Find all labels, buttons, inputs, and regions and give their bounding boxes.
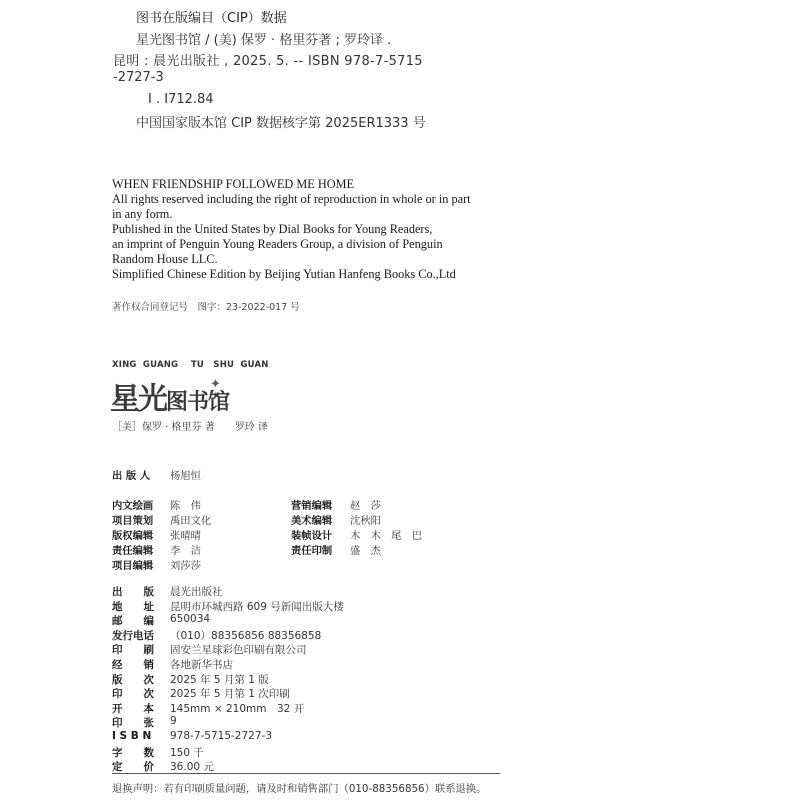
pub-label: 印 刷 [112,644,154,657]
staff-label: 版权编辑 [112,530,154,542]
rights-line: an imprint of Penguin Young Readers Group, a division of Penguin [112,237,443,251]
cip-line-publisher: 昆明 : 晨光出版社 , 2025. 5. -- ISBN 978-7-5715 [113,54,423,69]
pub-label: 印 次 [112,688,154,701]
pub-value: 145mm × 210mm 32 开 [170,702,305,715]
series-pinyin: XING GUANG TU SHU GUAN [112,360,269,370]
publisher-label: 出 版 人 [112,470,151,482]
pub-label: 发行电话 [112,629,154,642]
rights-line: Published in the United States by Dial Books for Young Readers, [112,222,433,236]
pub-value: 150 千 [170,746,204,759]
pub-label: 地 址 [112,600,154,613]
cip-line-title: 星光图书馆 / (美) 保罗 · 格里芬著 ; 罗玲译 . [136,33,392,48]
return-policy-note: 退换声明：若有印刷质量问题，请及时和销售部门（010-88356856）联系退换。 [112,783,487,795]
series-title-big: 星光 [110,382,166,417]
staff-value: 沈秋阳 [350,515,381,527]
rights-line: in any form. [112,207,173,221]
staff-value: 张晴晴 [170,530,201,542]
staff-value: 木 木 尾 巴 [350,530,423,542]
pub-value: 36.00 元 [170,761,214,774]
original-title: WHEN FRIENDSHIP FOLLOWED ME HOME [112,177,355,191]
pub-value: 978-7-5715-2727-3 [170,730,273,742]
pub-label: 经 销 [112,659,154,671]
footer-divider [112,773,500,774]
staff-label: 责任印制 [291,545,333,557]
pub-value: 各地新华书店 [170,659,233,671]
pub-value: 2025 年 5 月第 1 版 [170,673,269,686]
staff-label: 项目编辑 [112,560,154,572]
staff-label: 装帧设计 [291,530,333,542]
cip-title: 图书在版编目（CIP）数据 [136,11,287,26]
pub-value: 2025 年 5 月第 1 次印刷 [170,688,290,701]
staff-value: 刘莎莎 [170,560,201,572]
pub-label: 印 张 [112,717,154,730]
cip-line-verification: 中国国家版本馆 CIP 数据核字第 2025ER1333 号 [136,116,426,131]
staff-label: 内文绘画 [112,500,154,512]
pub-label: 开 本 [112,702,154,715]
staff-value: 李 洁 [170,545,201,557]
staff-label: 项目策划 [112,515,154,527]
cip-line-isbn-tail: -2727-3 [113,70,164,85]
staff-value: 陈 伟 [170,500,201,512]
pub-label: 版 次 [112,673,154,686]
staff-value: 赵 莎 [350,500,381,512]
staff-label: 美术编辑 [291,515,333,527]
author-translator-line: ［美］保罗 · 格里芬 著 罗玲 译 [112,422,268,433]
cip-line-classification: Ⅰ . I712.84 [148,92,214,107]
pub-label: 出 版 [112,586,154,598]
pub-value: 晨光出版社 [170,586,223,598]
staff-label: 营销编辑 [291,500,333,512]
pub-label: I S B N [112,730,152,742]
pub-label: 邮 编 [112,615,154,628]
series-title-small: 图书馆 [166,389,230,415]
pub-label: 定 价 [112,761,154,774]
pub-value: （010）88356856 88356858 [170,629,322,642]
staff-value: 盛 杰 [350,545,381,557]
rights-line: Simplified Chinese Edition by Beijing Yutian Hanfeng Books Co.,Ltd [112,267,456,281]
pub-value: 9 [170,715,177,728]
pub-value: 650034 [170,613,211,626]
rights-line: Random House LLC. [112,252,218,266]
copyright-registration: 著作权合同登记号 图字：23-2022-017 号 [112,302,300,313]
staff-label: 责任编辑 [112,545,154,557]
staff-value: 禹田文化 [170,515,212,527]
pub-value: 昆明市环城西路 609 号新闻出版大楼 [170,600,344,613]
rights-line: All rights reserved including the right of reproduction in whole or in part [112,192,471,206]
pub-value: 固安兰星球彩色印刷有限公司 [170,644,307,657]
pub-label: 字 数 [112,746,154,759]
sparkle-star-icon: ✦ [210,377,221,392]
publisher-value: 杨旭恒 [170,470,201,482]
